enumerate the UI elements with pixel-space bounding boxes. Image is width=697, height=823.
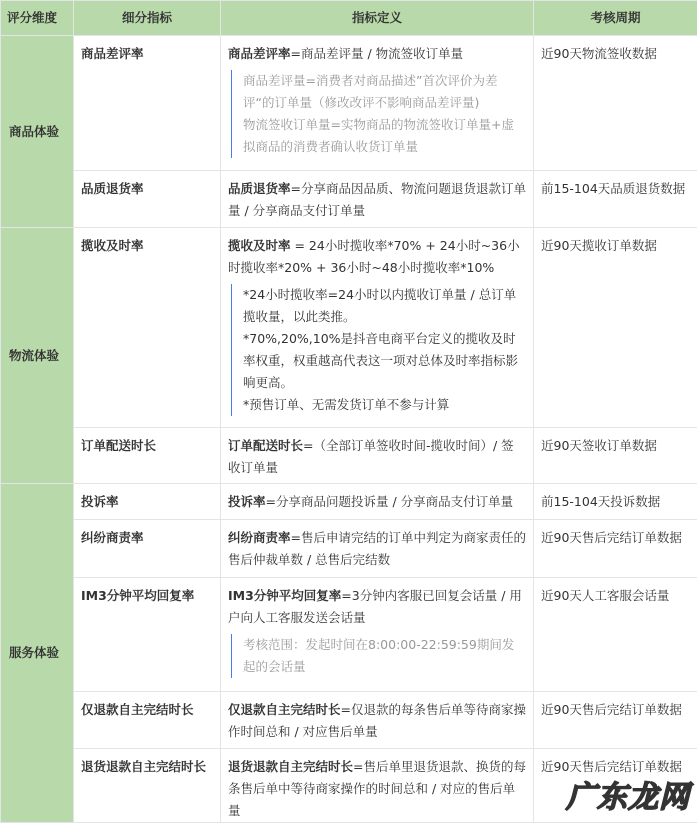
- definition-term: 投诉率: [228, 494, 266, 509]
- note-block: [231, 70, 526, 158]
- period-cell: 近90天揽收订单数据: [534, 228, 697, 428]
- note-line: 商品差评量=消费者对商品描述”首次评价为差评“的订单量（修改改评不影响商品差评量): [243, 70, 526, 114]
- definition-term: 纠纷商责率: [228, 530, 291, 545]
- period-cell: 前15-104天投诉数据: [534, 484, 697, 520]
- definition-term: 品质退货率: [228, 181, 291, 196]
- table-row: [1, 578, 697, 692]
- dimension-cell: 物流体验: [1, 228, 74, 484]
- definition-formula: =分享商品问题投诉量 / 分享商品支付订单量: [266, 494, 514, 509]
- note-block: [231, 284, 526, 416]
- table-row: [1, 692, 697, 749]
- period-cell: 近90天售后完结订单数据: [534, 520, 697, 578]
- definition-cell: [221, 428, 534, 484]
- metric-cell: 品质退货率: [74, 171, 221, 228]
- definition-term: IM3分钟平均回复率: [228, 588, 341, 603]
- definition-formula: = 24小时揽收率*70% + 24小时~36小时揽收率*20% + 36小时~48小时揽收率*10%: [228, 238, 520, 275]
- table-row: [1, 520, 697, 578]
- definition-cell: [221, 171, 534, 228]
- table-row: [1, 36, 697, 171]
- metric-cell: 退货退款自主完结时长: [74, 749, 221, 823]
- dimension-cell: 商品体验: [1, 36, 74, 228]
- definition-cell: [221, 228, 534, 428]
- note-line: *70%,20%,10%是抖音电商平台定义的揽收及时率权重，权重越高代表这一项对总体及时率指标影响更高。: [243, 328, 526, 394]
- header-metric: 细分指标: [74, 1, 221, 36]
- period-cell: 近90天物流签收数据: [534, 36, 697, 171]
- definition-formula: =（全部订单签收时间-揽收时间）/ 签收订单量: [228, 438, 514, 475]
- metric-cell: 投诉率: [74, 484, 221, 520]
- definition-cell: [221, 749, 534, 823]
- definition-cell: [221, 36, 534, 171]
- note-line: 物流签收订单量=实物商品的物流签收订单量+虚拟商品的消费者确认收货订单量: [243, 114, 526, 158]
- table-header: [1, 1, 697, 36]
- definition-cell: [221, 692, 534, 749]
- metric-cell: 纠纷商责率: [74, 520, 221, 578]
- definition-term: 仅退款自主完结时长: [228, 702, 341, 717]
- note-line: 考核范围：发起时间在8:00:00-22:59:59期间发起的会话量: [243, 634, 526, 678]
- note-line: *24小时揽收率=24小时以内揽收订单量 / 总订单揽收量，以此类推。: [243, 284, 526, 328]
- table-row: [1, 484, 697, 520]
- period-cell: 前15-104天品质退货数据: [534, 171, 697, 228]
- header-definition: 指标定义: [221, 1, 534, 36]
- metric-cell: 商品差评率: [74, 36, 221, 171]
- definition-formula: =售后申请完结的订单中判定为商家责任的售后仲裁单数 / 总售后完结数: [228, 530, 526, 567]
- period-cell: [534, 749, 697, 823]
- header-dimension: 评分维度: [1, 1, 74, 36]
- period-cell: 近90天售后完结订单数据: [534, 692, 697, 749]
- table-row: [1, 428, 697, 484]
- metric-cell: 揽收及时率: [74, 228, 221, 428]
- definition-term: 揽收及时率: [228, 238, 291, 253]
- definition-cell: [221, 520, 534, 578]
- table-row: [1, 228, 697, 428]
- table-row: [1, 171, 697, 228]
- definition-formula: =3分钟内客服已回复会话量 / 用户向人工客服发送会话量: [228, 588, 522, 625]
- metric-cell: 订单配送时长: [74, 428, 221, 484]
- definition-cell: [221, 484, 534, 520]
- definition-cell: [221, 578, 534, 692]
- watermark-logo: 广东龙网: [541, 780, 690, 816]
- definition-formula: =商品差评量 / 物流签收订单量: [291, 46, 464, 61]
- period-cell: 近90天人工客服会话量: [534, 578, 697, 692]
- definition-term: 退货退款自主完结时长: [228, 759, 353, 774]
- table-row: [1, 749, 697, 823]
- header-period: 考核周期: [534, 1, 697, 36]
- period-cell: 近90天签收订单数据: [534, 428, 697, 484]
- note-block: [231, 634, 526, 678]
- dimension-cell: 服务体验: [1, 484, 74, 823]
- metric-cell: IM3分钟平均回复率: [74, 578, 221, 692]
- period-text: 近90天售后完结订单数据: [541, 756, 690, 778]
- definition-term: 订单配送时长: [228, 438, 303, 453]
- definition-term: 商品差评率: [228, 46, 291, 61]
- note-line: *预售订单、无需发货订单不参与计算: [243, 394, 526, 416]
- metric-cell: 仅退款自主完结时长: [74, 692, 221, 749]
- definition-formula: =分享商品因品质、物流问题退货退款订单量 / 分享商品支付订单量: [228, 181, 526, 218]
- definition-formula: =售后单里退货退款、换货的每条售后单中等待商家操作的时间总和 / 对应的售后单量: [228, 759, 526, 818]
- definition-formula: =仅退款的每条售后单等待商家操作时间总和 / 对应售后单量: [228, 702, 526, 739]
